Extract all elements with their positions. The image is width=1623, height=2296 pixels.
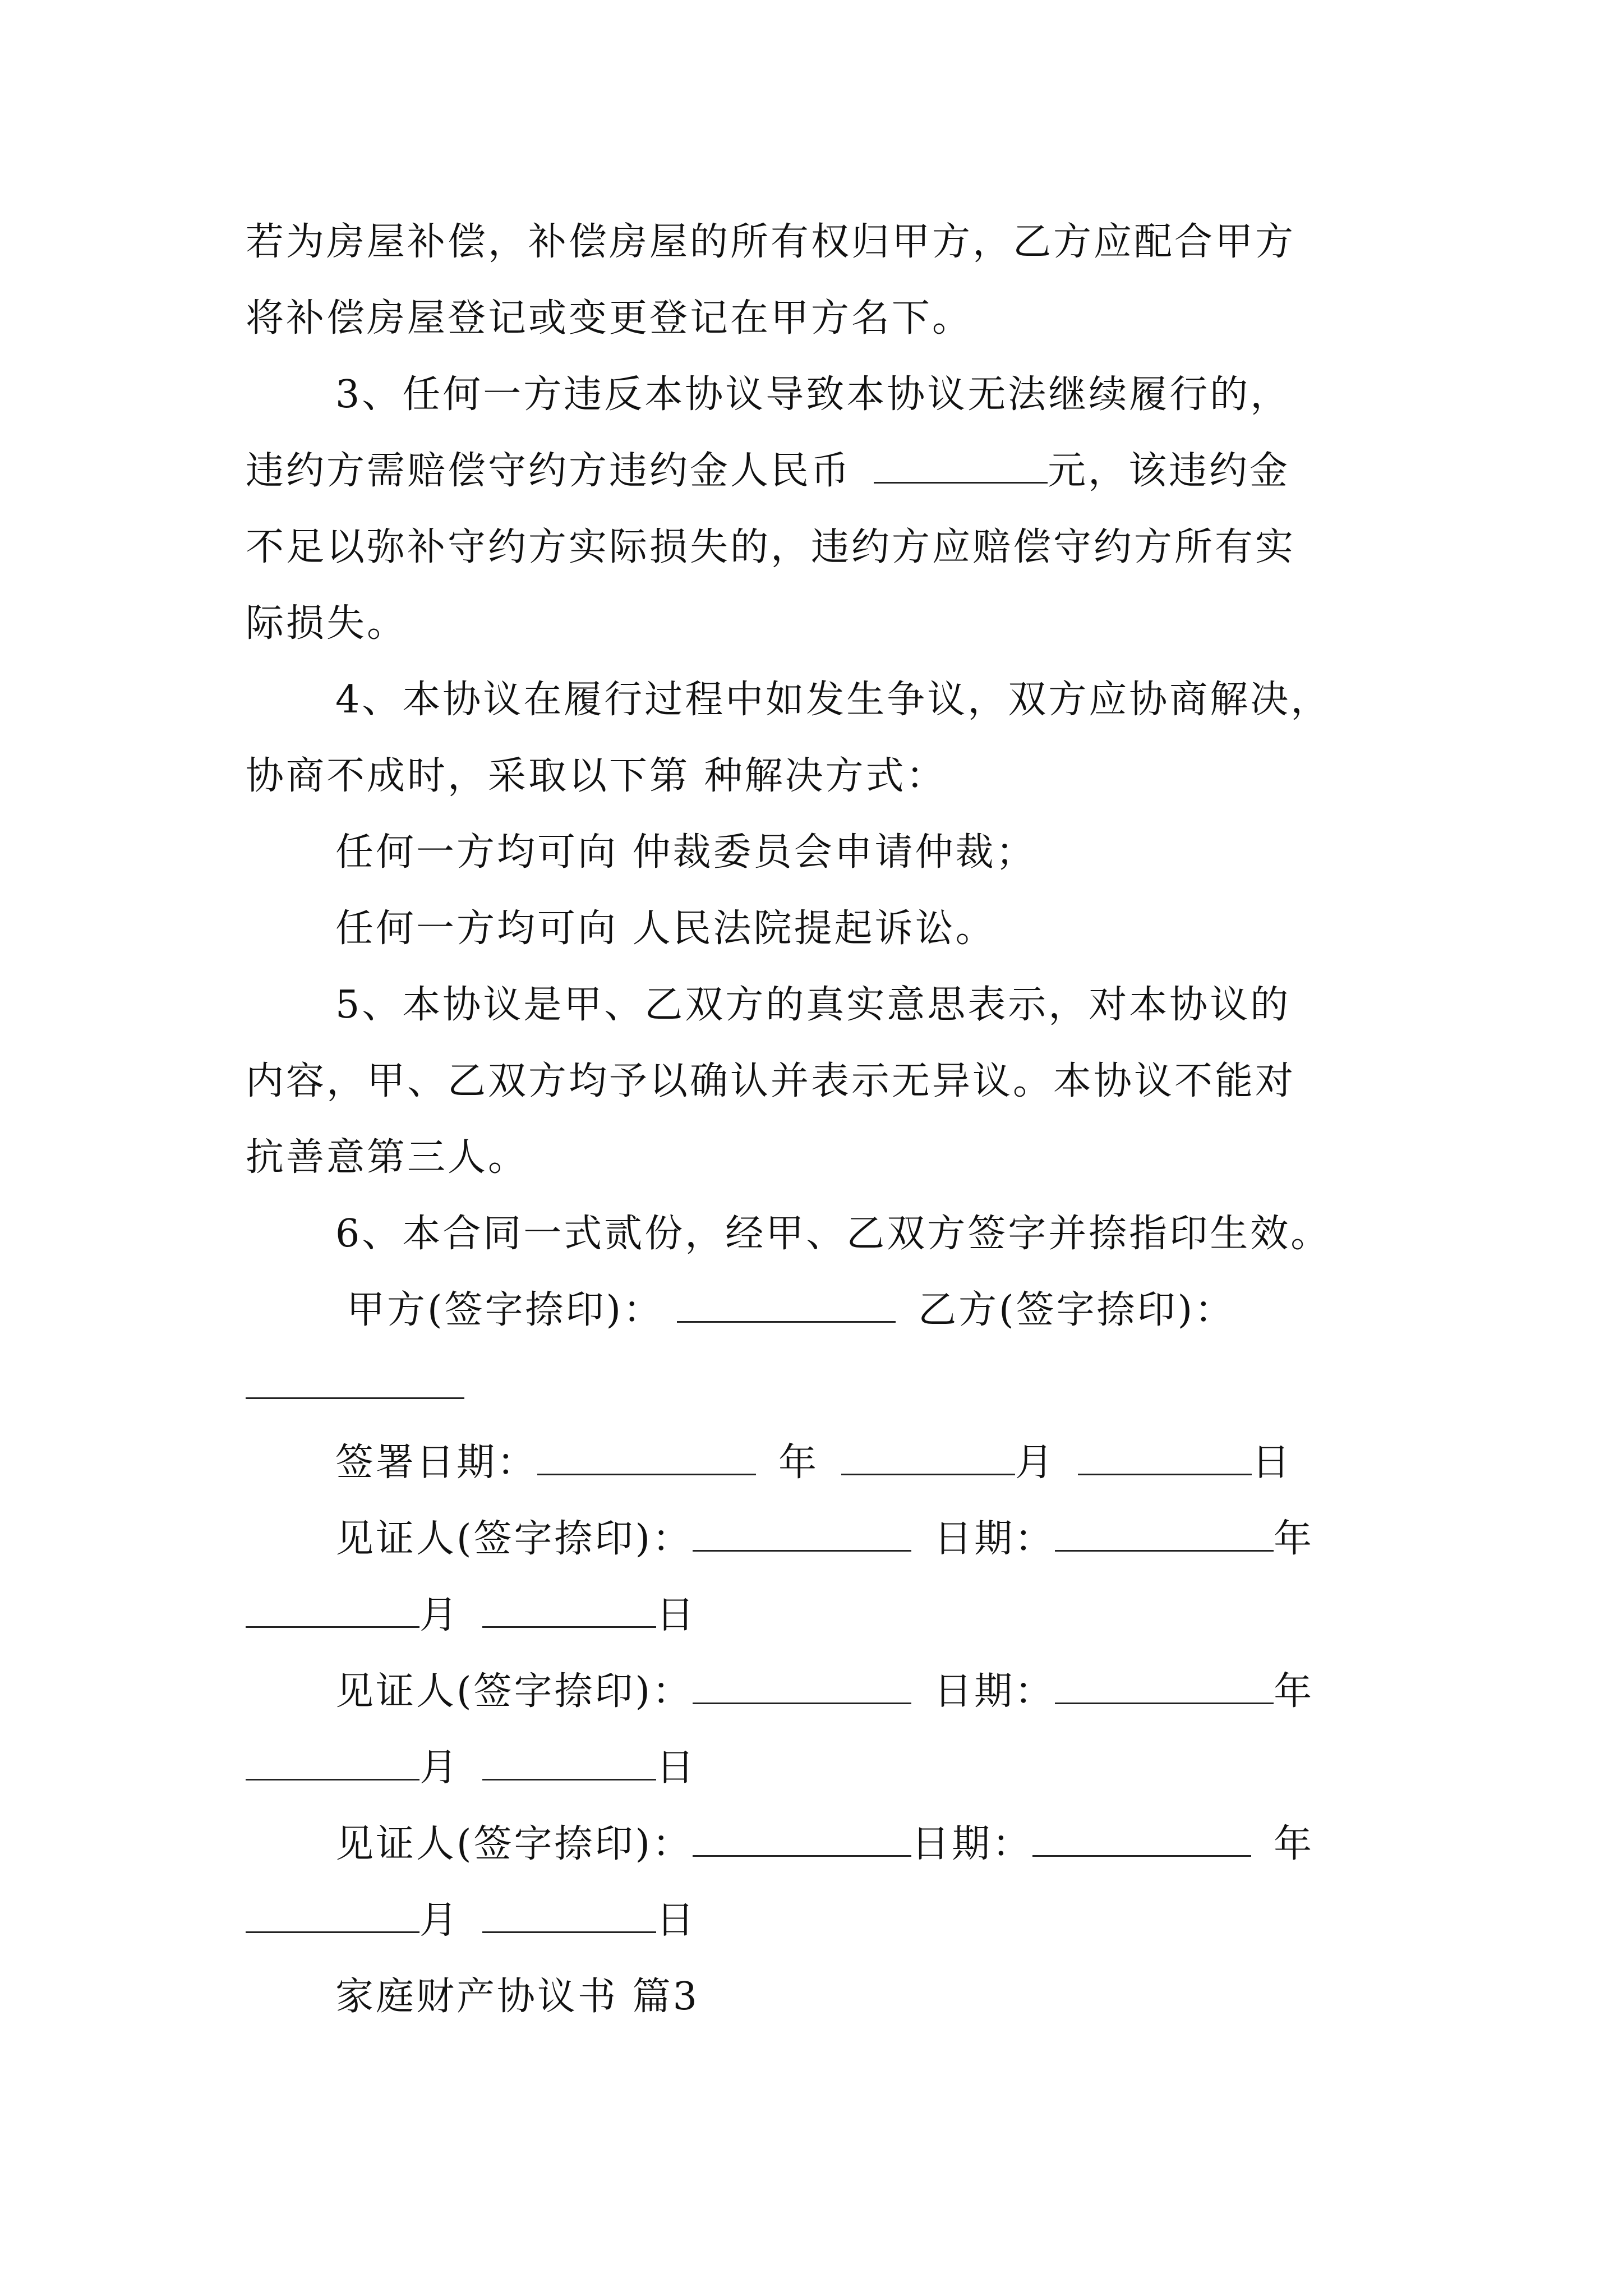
clause-6-line: 6、本合同一式贰份，经甲、乙双方签字并捺指印生效。 — [335, 1212, 1331, 1256]
penalty-amount-blank[interactable] — [874, 450, 1048, 484]
witness-3-line — [335, 1822, 1314, 1867]
day-label: 日 — [656, 1746, 697, 1790]
witness-1-year-blank[interactable] — [1055, 1519, 1274, 1552]
text-line: 内容，甲、乙双方均予以确认并表示无异议。本协议不能对 — [246, 1059, 1296, 1103]
month-label: 月 — [419, 1898, 460, 1943]
text-line: 将补偿房屋登记或变更登记在甲方名下。 — [246, 296, 973, 341]
text-line: 协商不成时，采取以下第 种解决方式： — [246, 754, 947, 798]
text-line: 若为房屋补偿，补偿房屋的所有权归甲方，乙方应配合甲方 — [246, 220, 1296, 264]
witness-1-date-line — [246, 1593, 697, 1638]
clause-4-line: 4、本协议在履行过程中如发生争议，双方应协商解决， — [335, 678, 1331, 722]
witness-3-date-line — [246, 1898, 697, 1943]
sign-day-blank[interactable] — [1078, 1442, 1252, 1475]
penalty-text: 违约方需赔偿守约方违约金人民币 — [246, 449, 852, 493]
clause-3-penalty-line — [246, 449, 1290, 494]
party-a-label: 甲方(签字捺印)： — [347, 1288, 664, 1332]
party-b-label: 乙方(签字捺印)： — [918, 1288, 1235, 1332]
next-section-heading: 家庭财产协议书 篇3 — [335, 1975, 699, 2019]
sign-date-line — [335, 1441, 1292, 1485]
month-label: 月 — [1015, 1441, 1056, 1485]
witness-1-signature-blank[interactable] — [693, 1519, 911, 1552]
day-label: 日 — [1252, 1441, 1293, 1485]
witness-date-label: 日期： — [934, 1517, 1055, 1561]
witness-1-day-blank[interactable] — [482, 1595, 656, 1628]
witness-date-label: 日期： — [911, 1822, 1033, 1866]
sign-month-blank[interactable] — [841, 1442, 1015, 1475]
clause-5-line: 5、本协议是甲、乙双方的真实意思表示，对本协议的 — [335, 983, 1291, 1027]
witness-1-line — [335, 1517, 1314, 1562]
litigation-option: 任何一方均可向 人民法院提起诉讼。 — [335, 907, 996, 951]
witness-2-year-blank[interactable] — [1055, 1671, 1274, 1704]
sign-date-label: 签署日期： — [335, 1441, 538, 1485]
year-label: 年 — [1274, 1517, 1315, 1561]
day-label: 日 — [656, 1593, 697, 1637]
text-line: 际损失。 — [246, 601, 408, 646]
sign-year-blank[interactable] — [537, 1442, 756, 1475]
witness-1-month-blank[interactable] — [246, 1595, 419, 1628]
witness-3-day-blank[interactable] — [482, 1900, 656, 1933]
witness-2-day-blank[interactable] — [482, 1747, 656, 1780]
text-line: 不足以弥补守约方实际损失的，违约方应赔偿守约方所有实 — [246, 525, 1296, 569]
witness-2-date-line — [246, 1746, 697, 1791]
clause-3-line: 3、任何一方违反本协议导致本协议无法继续履行的， — [335, 372, 1291, 417]
witness-label: 见证人(签字捺印)： — [335, 1517, 693, 1561]
party-b-signature-blank[interactable] — [246, 1366, 464, 1399]
party-a-signature-blank[interactable] — [677, 1290, 896, 1323]
month-label: 月 — [419, 1593, 460, 1637]
year-label: 年 — [778, 1441, 819, 1485]
witness-2-month-blank[interactable] — [246, 1747, 419, 1780]
year-label: 年 — [1274, 1669, 1315, 1714]
year-label: 年 — [1274, 1822, 1315, 1866]
witness-date-label: 日期： — [934, 1669, 1055, 1714]
witness-3-signature-blank[interactable] — [693, 1824, 911, 1857]
witness-3-year-blank[interactable] — [1032, 1824, 1251, 1857]
penalty-text-tail: 元，该违约金 — [1048, 449, 1290, 493]
party-b-signature-line — [246, 1364, 464, 1409]
witness-3-month-blank[interactable] — [246, 1900, 419, 1933]
text-line: 抗善意第三人。 — [246, 1135, 529, 1180]
witness-2-line — [335, 1669, 1314, 1714]
witness-label: 见证人(签字捺印)： — [335, 1669, 693, 1714]
witness-label: 见证人(签字捺印)： — [335, 1822, 693, 1866]
party-signature-line — [347, 1288, 1235, 1333]
month-label: 月 — [419, 1746, 460, 1790]
day-label: 日 — [656, 1898, 697, 1943]
arbitration-option: 任何一方均可向 仲裁委员会申请仲裁； — [335, 830, 1036, 875]
witness-2-signature-blank[interactable] — [693, 1671, 911, 1704]
